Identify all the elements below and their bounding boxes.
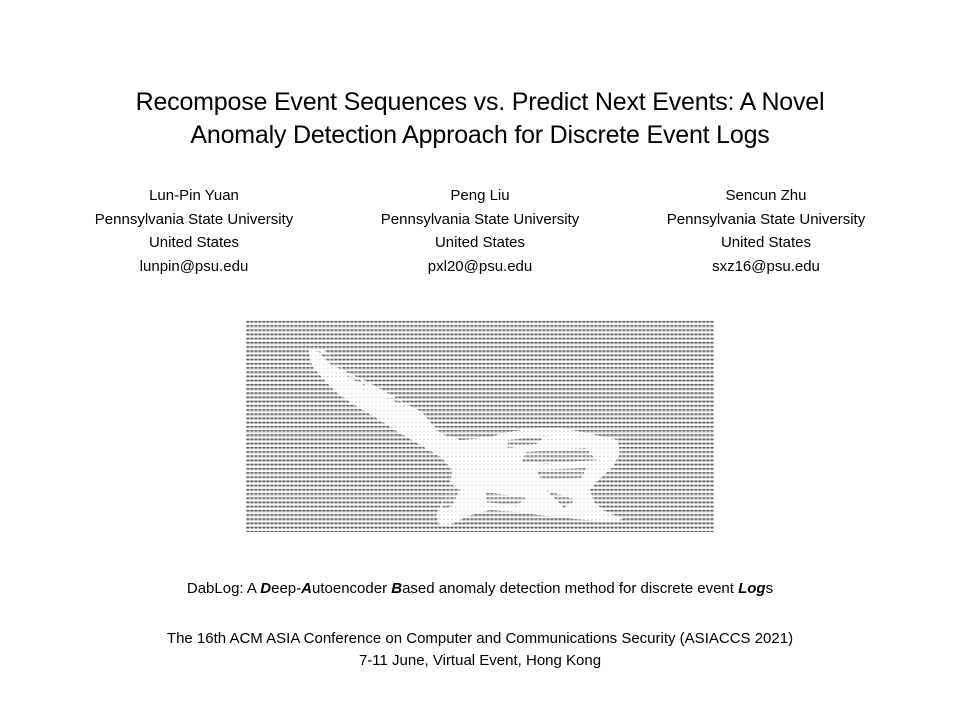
- author-block: [59, 184, 329, 278]
- author-email: sxz16@psu.edu: [712, 257, 820, 275]
- conference-date-location: 7-11 June, Virtual Event, Hong Kong: [358, 652, 602, 669]
- ascii-art-bird-image: [246, 320, 714, 532]
- author-list: [0, 184, 960, 274]
- ascii-art-graphic: [246, 320, 714, 532]
- author-affiliation: Pennsylvania State University: [666, 210, 866, 228]
- subtitle-letter-d: D: [260, 580, 272, 597]
- subtitle-prefix: DabLog: A: [186, 580, 261, 597]
- author-name: Peng Liu: [450, 187, 510, 204]
- author-affiliation: Pennsylvania State University: [94, 210, 294, 228]
- author-block: [345, 184, 615, 278]
- author-email: lunpin@psu.edu: [139, 257, 249, 275]
- subtitle-log: Log: [738, 580, 766, 597]
- method-subtitle: [0, 578, 960, 600]
- conference-name: The 16th ACM ASIA Conference on Computer and Communications Security (ASIACCS 2021): [166, 630, 794, 647]
- subtitle-eep: eep-: [271, 580, 302, 597]
- author-affiliation: Pennsylvania State University: [380, 210, 580, 228]
- author-block: [631, 184, 901, 278]
- subtitle-letter-b: B: [391, 580, 403, 597]
- author-country: United States: [434, 234, 526, 251]
- conference-info: [0, 628, 960, 672]
- author-name: Lun-Pin Yuan: [149, 187, 239, 204]
- subtitle-suffix: s: [765, 580, 774, 597]
- subtitle-ased: ased anomaly detection method for discrete event: [402, 580, 739, 597]
- author-country: United States: [720, 234, 812, 251]
- title-line-2: Anomaly Detection Approach for Discrete Event Logs: [190, 121, 770, 149]
- subtitle-utoencoder: utoencoder: [312, 580, 392, 597]
- author-country: United States: [148, 234, 240, 251]
- paper-title: [40, 86, 920, 152]
- author-name: Sencun Zhu: [725, 187, 807, 204]
- title-line-1: Recompose Event Sequences vs. Predict Next Events: A Novel: [135, 88, 825, 116]
- author-email: pxl20@psu.edu: [427, 257, 533, 275]
- subtitle-letter-a: A: [301, 580, 312, 597]
